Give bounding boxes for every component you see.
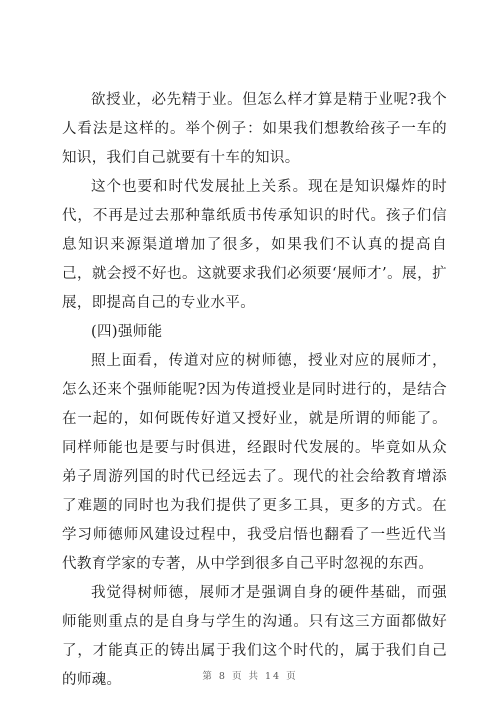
- section-heading: (四)强师能: [91, 324, 163, 340]
- document-body: [62, 86, 447, 695]
- paragraph-conclusion: 我觉得树师德，展师才是强调自身的硬件基础，而强师能则重点的是自身与学生的沟通。只有这三方面都做好了，才能真正的铸出属于我们这个时代的，属于我们自己的师魂。: [62, 585, 447, 688]
- paragraph-teaching-ability: 照上面看，传道对应的树师德，授业对应的展师才，怎么还来个强师能呢?因为传道授业是同时进行的，是结合在一起的，如何既传好道又授好业，就是所谓的师能了。同样师能也是要与时俱进，经跟时代发展的。毕竟如从众弟子周游列国的时代已经远去了。现代的社会给教育增添了难题的同时也为我们提供了更多工具，更多的方式。在学习师德师风建设过程中，我受启悟也翻看了一些近代当代教育学家的专著，从中学到很多自己平时忽视的东西。: [62, 353, 447, 572]
- paragraph-mastery: 欲授业，必先精于业。但怎么样才算是精于业呢?我个人看法是这样的。举个例子：如果我们想教给孩子一车的知识，我们自己就要有十车的知识。: [62, 92, 447, 166]
- paragraph-times: 这个也要和时代发展扯上关系。现在是知识爆炸的时代，不再是过去那种靠纸质书传承知识的时代。孩子们信息知识来源渠道增加了很多，如果我们不认真的提高自己，就会授不好也。这就要求我们必须要‘展师才’。展，扩展，即提高自己的专业水平。: [62, 179, 447, 311]
- page-number-footer: 第 8 页 共 14 页: [202, 671, 298, 682]
